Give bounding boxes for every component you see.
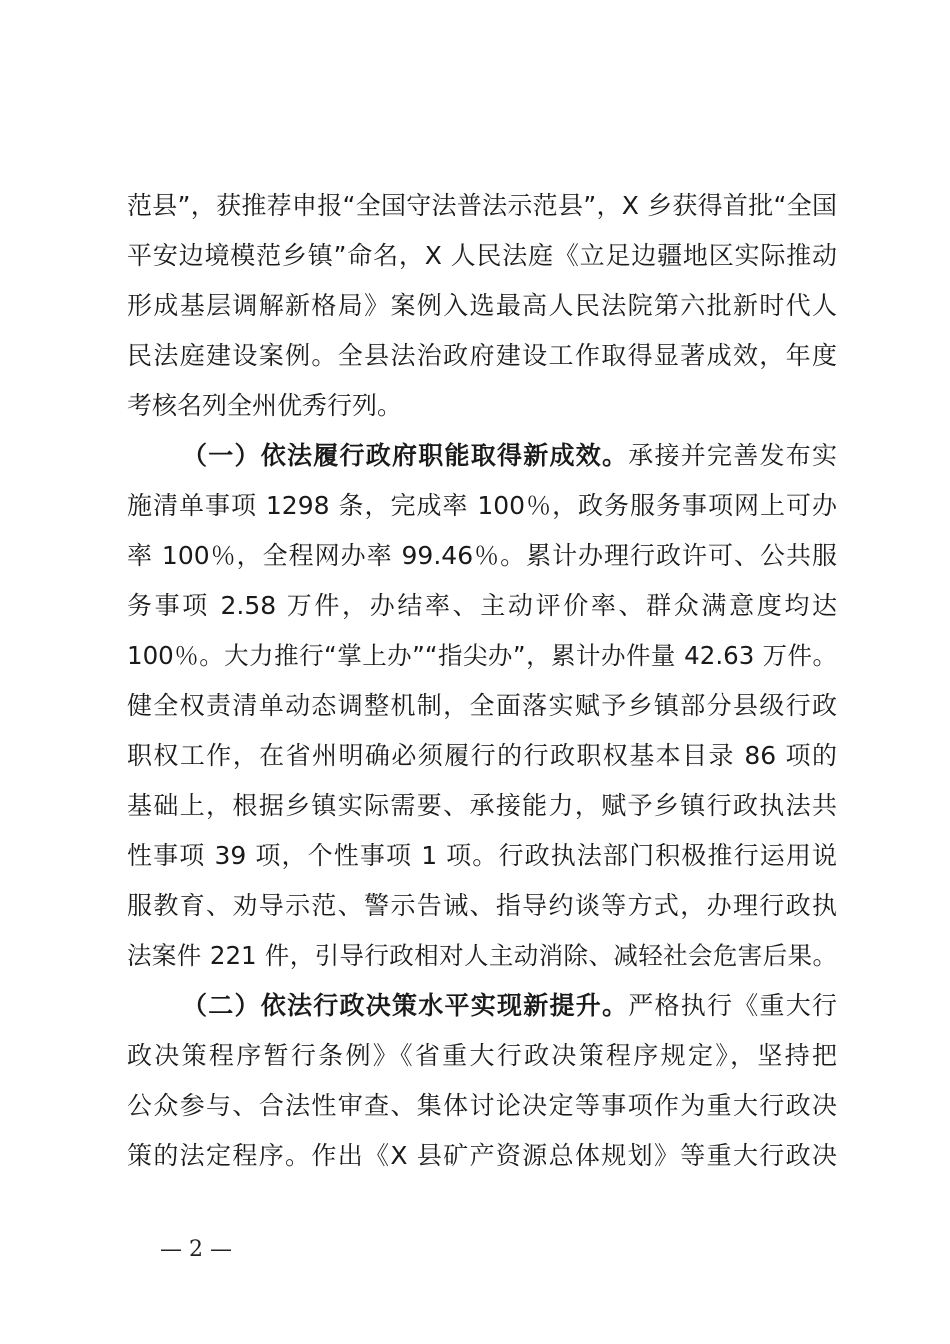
- paragraph-line: 考核名列全州优秀行列。: [127, 391, 403, 420]
- paragraph-line: 政决策程序暂行条例》《省重大行政决策程序规定》，坚持把: [127, 1041, 837, 1070]
- section-first-line: [127, 431, 837, 481]
- paragraph-line: 平安边境模范乡镇”命名，X 人民法庭《立足边疆地区实际推动: [127, 241, 837, 270]
- section-first-text: 承接并完善发布实: [628, 441, 837, 470]
- paragraph-line: 施清单事项 1298 条，完成率 100％，政务服务事项网上可办: [127, 491, 837, 520]
- paragraph-line: 健全权责清单动态调整机制，全面落实赋予乡镇部分县级行政: [127, 691, 837, 720]
- paragraph-line: 公众参与、合法性审查、集体讨论决定等事项作为重大行政决: [127, 1091, 837, 1120]
- paragraph-line: 形成基层调解新格局》案例入选最高人民法院第六批新时代人: [127, 291, 837, 320]
- paragraph-line: 性事项 39 项，个性事项 1 项。行政执法部门积极推行运用说: [127, 841, 837, 870]
- paragraph-line: 基础上，根据乡镇实际需要、承接能力，赋予乡镇行政执法共: [127, 791, 837, 820]
- section-first-line: [127, 981, 837, 1031]
- paragraph-line: 范县”，获推荐申报“全国守法普法示范县”，X 乡获得首批“全国: [127, 191, 837, 220]
- paragraph-line: 100％。大力推行“掌上办”“指尖办”，累计办件量 42.63 万件。: [127, 641, 837, 670]
- paragraph-line: 策的法定程序。作出《X 县矿产资源总体规划》等重大行政决: [127, 1141, 837, 1170]
- section-heading: （一）依法履行政府职能取得新成效。: [182, 441, 629, 470]
- page-number: — 2 —: [160, 1237, 232, 1262]
- paragraph-line: 法案件 221 件，引导行政相对人主动消除、减轻社会危害后果。: [127, 941, 837, 970]
- section-first-text: 严格执行《重大行: [628, 991, 837, 1020]
- paragraph-line: 民法庭建设案例。全县法治政府建设工作取得显著成效，年度: [127, 341, 837, 370]
- paragraph-line: 职权工作，在省州明确必须履行的行政职权基本目录 86 项的: [127, 741, 837, 770]
- section-heading: （二）依法行政决策水平实现新提升。: [182, 991, 629, 1020]
- body-text: [127, 181, 837, 1181]
- paragraph-line: 率 100％，全程网办率 99.46％。累计办理行政许可、公共服: [127, 541, 837, 570]
- paragraph-line: 服教育、劝导示范、警示告诫、指导约谈等方式，办理行政执: [127, 891, 837, 920]
- paragraph-line: 务事项 2.58 万件，办结率、主动评价率、群众满意度均达: [127, 591, 837, 620]
